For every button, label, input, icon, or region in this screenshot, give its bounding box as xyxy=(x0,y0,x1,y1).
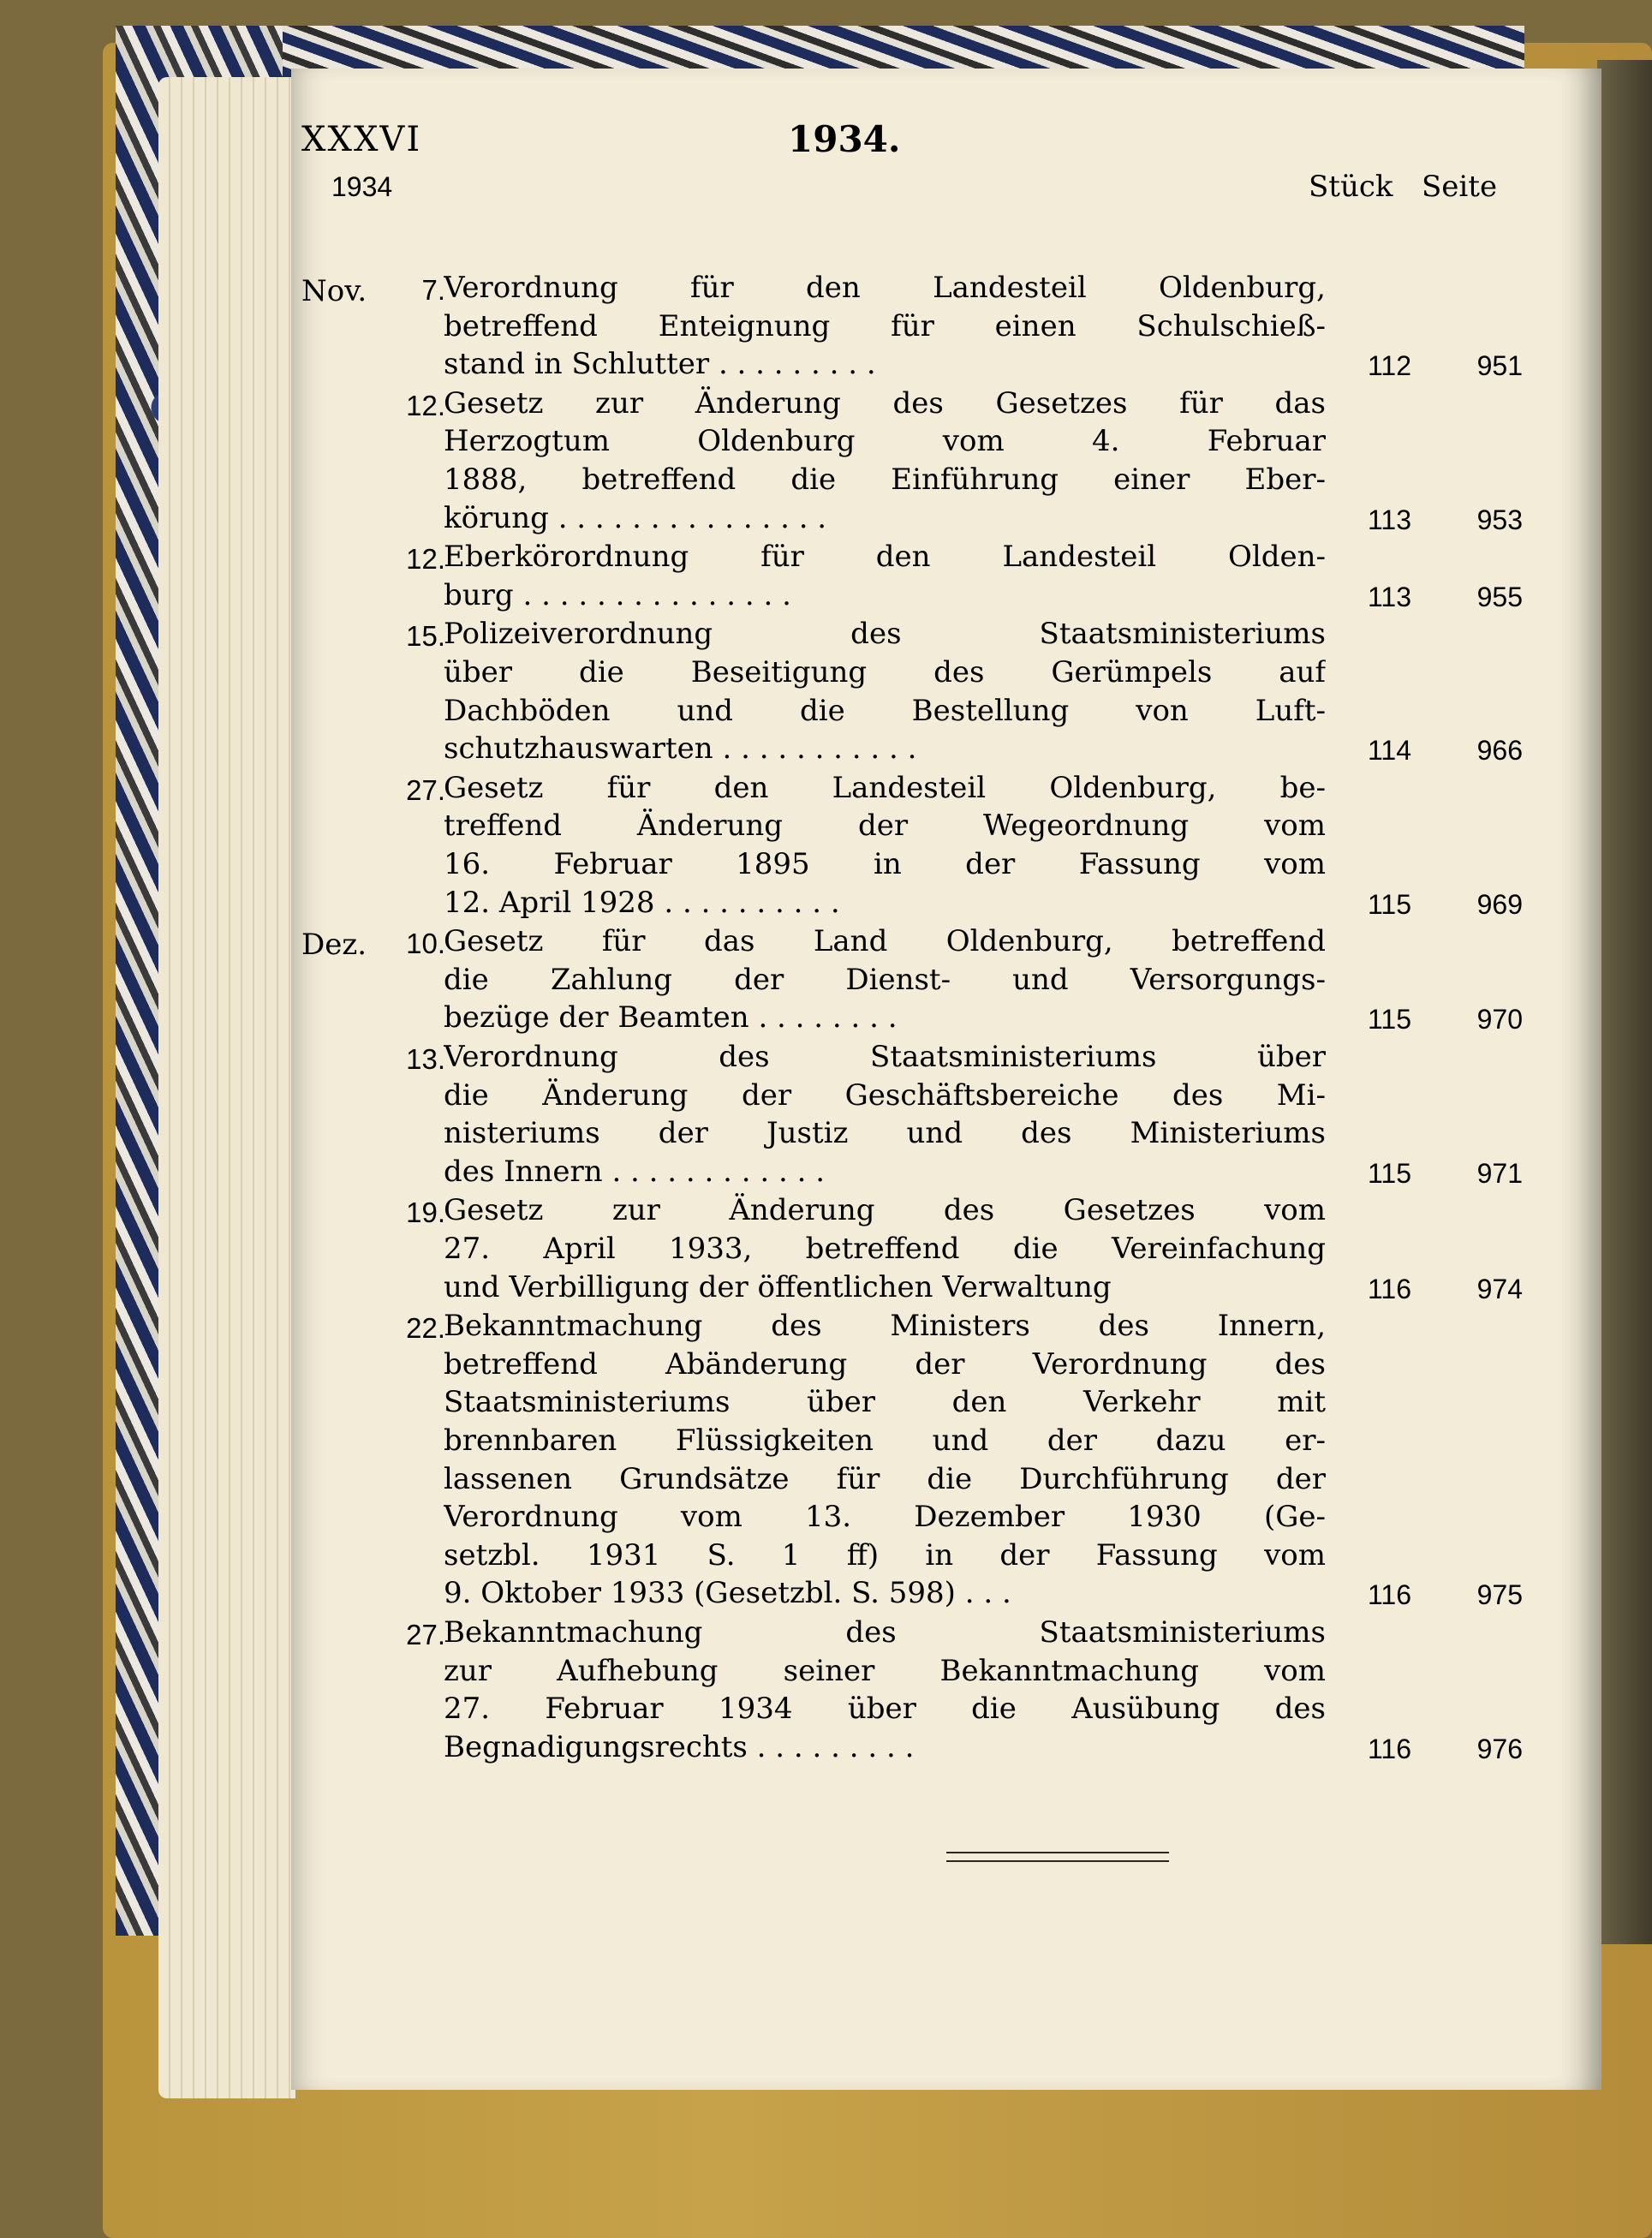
entry-line: setzbl. 1931 S. 1 ff) in der Fassung vom xyxy=(444,1537,1326,1573)
page-number: XXXVI xyxy=(301,120,422,159)
entry-line: Verordnung für den Landesteil Oldenburg, xyxy=(444,271,1326,305)
entry-line: Gesetz für das Land Oldenburg, betreffend xyxy=(444,924,1326,959)
entry-day: 15. xyxy=(406,620,445,653)
entry-line: zur Aufhebung seiner Bekanntmachung vom xyxy=(444,1653,1326,1688)
entry-text xyxy=(444,269,1326,384)
entry-line: 1888, betreffend die Einführung einer Eber- xyxy=(444,462,1326,497)
entry-stueck: 116 xyxy=(1367,1273,1411,1304)
entry-month: Dez. xyxy=(301,928,367,963)
entry-line: treffend Änderung der Wegeordnung vom xyxy=(444,809,1326,844)
page-title: 1934. xyxy=(788,118,901,160)
entry-line: Dachböden und die Bestellung von Luft- xyxy=(444,693,1326,728)
entry-seite: 951 xyxy=(1476,350,1523,382)
entry-seite: 955 xyxy=(1476,581,1523,612)
entry-line: und Verbilligung der öffentlichen Verwaltung xyxy=(444,1269,1112,1304)
entry-text xyxy=(444,769,1326,922)
entry-line: 12. April 1928 . . . . . . . . . . xyxy=(444,885,840,920)
entry-month: Nov. xyxy=(301,274,367,308)
entry-seite: 971 xyxy=(1476,1157,1523,1189)
entry-stueck: 116 xyxy=(1367,1579,1411,1611)
entry-stueck: 115 xyxy=(1367,1004,1411,1035)
entry-line: 9. Oktober 1933 (Gesetzbl. S. 598) . . . xyxy=(444,1576,1011,1611)
entry-line: nisteriums der Justiz und des Ministeriums xyxy=(444,1116,1326,1151)
entry-stueck: 113 xyxy=(1367,504,1411,535)
entry-stueck: 115 xyxy=(1367,888,1411,920)
entry-seite: 969 xyxy=(1476,888,1523,920)
entry-line: schutzhauswarten . . . . . . . . . . . xyxy=(444,731,917,767)
entry-line: 27. April 1933, betreffend die Vereinfachung xyxy=(444,1231,1326,1266)
entry-text xyxy=(444,1191,1326,1306)
closing-rule xyxy=(946,1852,1169,1853)
entry-line: die Zahlung der Dienst- und Versorgungs- xyxy=(444,962,1326,997)
entry-line: betreffend Abänderung der Verordnung des xyxy=(444,1346,1326,1382)
entry-stueck: 114 xyxy=(1367,735,1411,767)
entry-stueck: 116 xyxy=(1367,1733,1411,1764)
entry-line: Gesetz zur Änderung des Gesetzes vom xyxy=(444,1193,1326,1228)
entry-day: 27. xyxy=(406,773,445,806)
entry-line: körung . . . . . . . . . . . . . . . xyxy=(444,500,827,535)
entry-seite: 974 xyxy=(1476,1273,1523,1304)
entry-line: Gesetz zur Änderung des Gesetzes für das xyxy=(444,385,1326,421)
next-page-edge xyxy=(1597,60,1652,1944)
entry-day: 10. xyxy=(406,928,445,960)
entry-line: Eberkörordnung für den Landesteil Olden- xyxy=(444,540,1326,575)
entry-line: Begnadigungsrechts . . . . . . . . . xyxy=(444,1729,915,1764)
entry-line: Polizeiverordnung des Staatsministeriums xyxy=(444,617,1326,652)
entry-seite: 970 xyxy=(1476,1004,1523,1035)
entry-text xyxy=(444,1614,1326,1766)
entry-seite: 953 xyxy=(1476,504,1523,535)
entry-line: Gesetz für den Landesteil Oldenburg, be- xyxy=(444,770,1326,805)
entry-day: 7. xyxy=(421,274,445,306)
entry-line: Bekanntmachung des Staatsministeriums xyxy=(444,1615,1326,1650)
closing-rule xyxy=(946,1860,1169,1862)
entry-line: über die Beseitigung des Gerümpels auf xyxy=(444,654,1326,689)
page-edges xyxy=(158,77,295,2098)
entry-stueck: 112 xyxy=(1367,350,1411,382)
entry-day: 22. xyxy=(406,1312,445,1345)
entry-line: 27. Februar 1934 über die Ausübung des xyxy=(444,1692,1326,1727)
entry-line: 16. Februar 1895 in der Fassung vom xyxy=(444,846,1326,881)
entry-line: Verordnung vom 13. Dezember 1930 (Ge- xyxy=(444,1500,1326,1535)
entry-seite: 976 xyxy=(1476,1733,1523,1764)
entry-line: Bekanntmachung des Ministers des Innern, xyxy=(444,1309,1326,1344)
entry-line: bezüge der Beamten . . . . . . . . xyxy=(444,1000,898,1035)
entry-line: lassenen Grundsätze für die Durchführung der xyxy=(444,1461,1326,1496)
entry-line: Staatsministeriums über den Verkehr mit xyxy=(444,1385,1326,1420)
entry-line: die Änderung der Geschäftsbereiche des Mi- xyxy=(444,1077,1326,1113)
entry-text xyxy=(444,538,1326,614)
entry-line: brennbaren Flüssigkeiten und der dazu er- xyxy=(444,1423,1326,1458)
entry-day: 12. xyxy=(406,389,445,421)
entry-line: Verordnung des Staatsministeriums über xyxy=(444,1040,1326,1074)
entry-line: stand in Schlutter . . . . . . . . . xyxy=(444,347,876,382)
entry-line: burg . . . . . . . . . . . . . . . xyxy=(444,577,791,612)
year-column-header: 1934 xyxy=(331,171,393,202)
entry-day: 27. xyxy=(406,1619,445,1650)
seite-column-header: Seite xyxy=(1422,170,1498,204)
entry-text xyxy=(444,922,1326,1037)
entry-seite: 966 xyxy=(1476,735,1523,767)
entry-day: 13. xyxy=(406,1043,445,1075)
entry-line: des Innern . . . . . . . . . . . . xyxy=(444,1154,826,1189)
entry-day: 19. xyxy=(406,1197,445,1229)
entry-text xyxy=(444,1307,1326,1613)
entry-text xyxy=(444,1038,1326,1191)
entry-text xyxy=(444,385,1326,537)
stueck-column-header: Stück xyxy=(1309,170,1393,204)
entry-seite: 975 xyxy=(1476,1579,1523,1611)
entry-stueck: 115 xyxy=(1367,1157,1411,1189)
entry-line: betreffend Enteignung für einen Schulschieß- xyxy=(444,308,1326,343)
entry-line: Herzogtum Oldenburg vom 4. Februar xyxy=(444,424,1326,459)
entry-text xyxy=(444,615,1326,767)
entry-day: 12. xyxy=(406,543,445,576)
entry-stueck: 113 xyxy=(1367,581,1411,612)
